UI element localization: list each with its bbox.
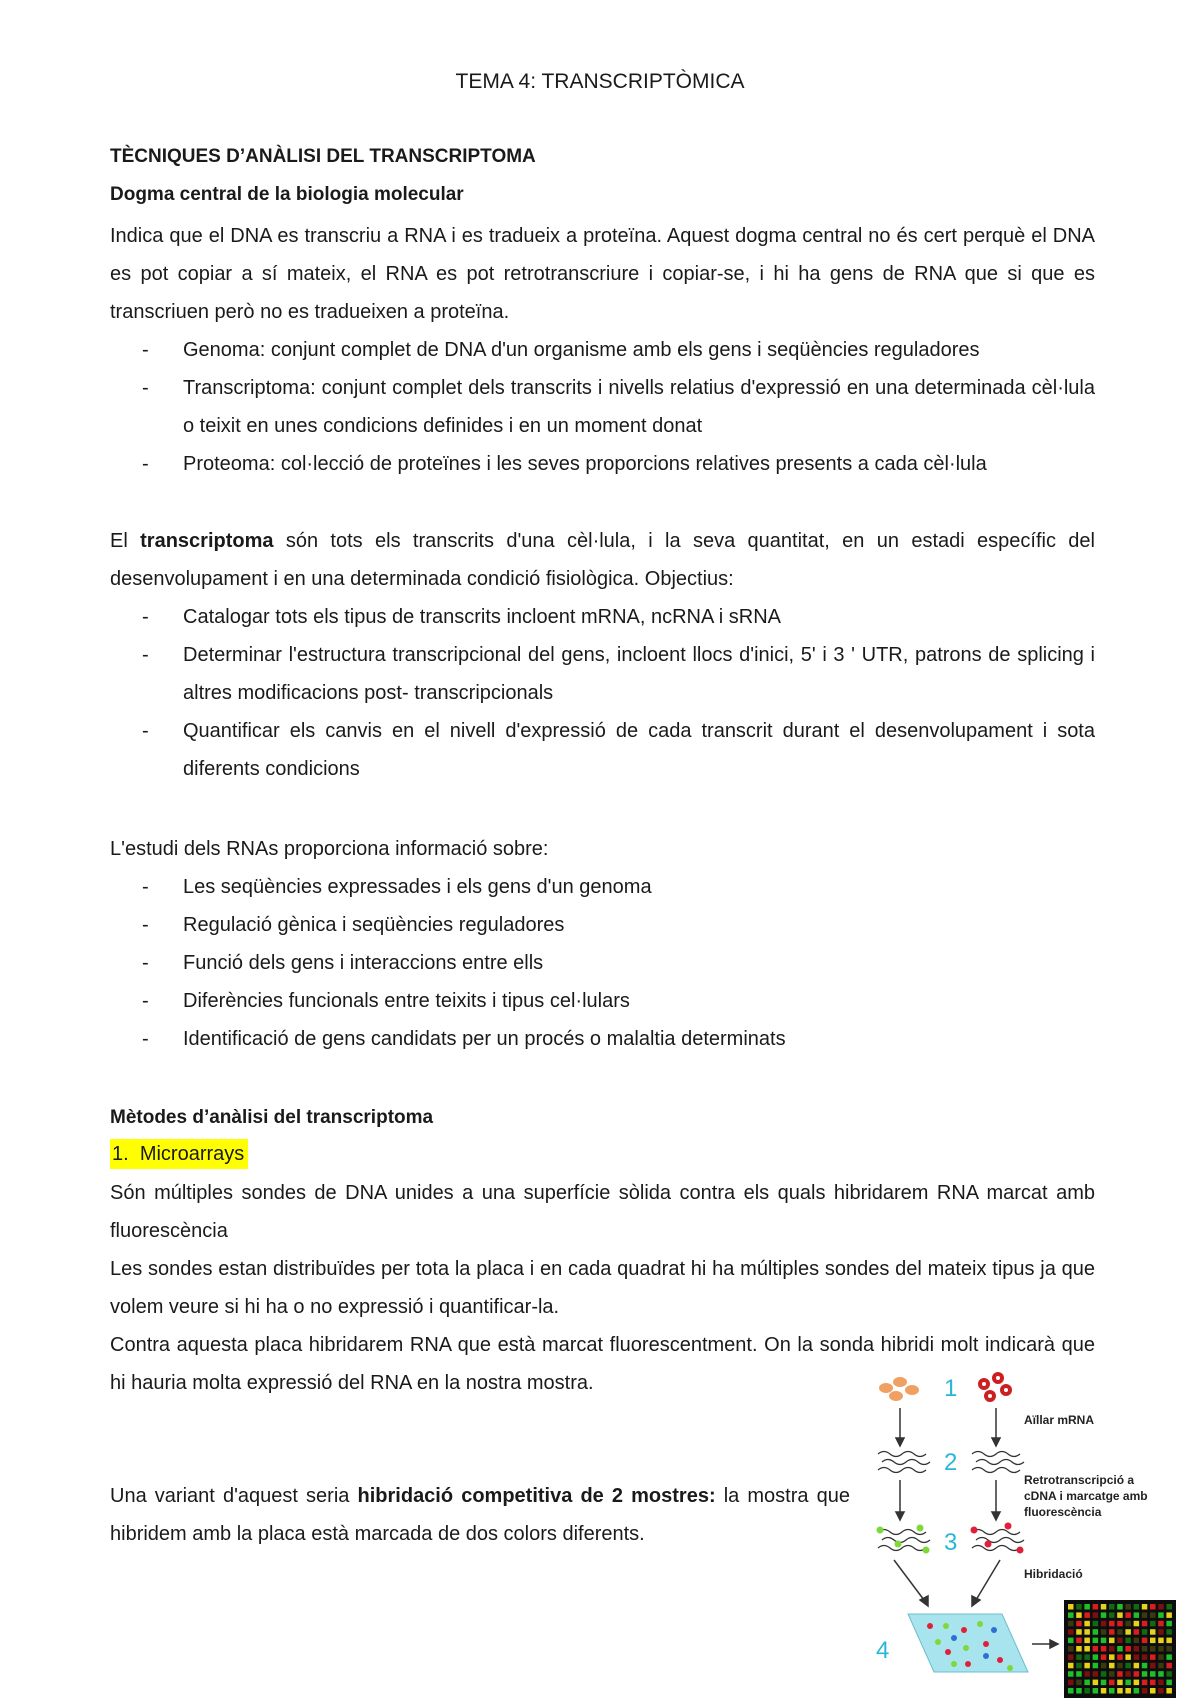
scan-spot [1166,1604,1172,1610]
scan-spot [1125,1688,1131,1694]
section-heading: TÈCNIQUES D’ANÀLISI DEL TRANSCRIPTOMA [110,146,536,167]
scan-spot [1158,1629,1164,1635]
scan-spot [1166,1621,1172,1627]
isolate-label: Aïllar mRNA [1024,1413,1095,1427]
scan-spot [1068,1638,1074,1644]
scan-spot [1068,1688,1074,1694]
list-item: - Identificació de gens candidats per un procés o malaltia determinats [110,1020,1095,1058]
scan-spot [1142,1638,1148,1644]
arrow-icon [896,1480,1000,1520]
scan-spot [1076,1680,1082,1686]
scan-spot [1150,1680,1156,1686]
list-dash: - [142,339,149,361]
rnas-intro: L'estudi dels RNAs proporciona informació sobre: [110,838,549,860]
scan-spot [1076,1688,1082,1694]
list-dash: - [142,952,149,974]
list-item: - Catalogar tots els tipus de transcrits incloent mRNA, ncRNA i sRNA [110,598,1095,636]
scan-spot [1093,1638,1099,1644]
scan-spot [1150,1671,1156,1677]
scan-spot [1076,1638,1082,1644]
scan-spot [1150,1612,1156,1618]
scan-spot [1093,1654,1099,1660]
scan-spot [1117,1612,1123,1618]
scan-spot [1158,1638,1164,1644]
scan-spot [1109,1638,1115,1644]
scan-spot [1109,1663,1115,1669]
scan-spot [1142,1671,1148,1677]
arrow-icon [1032,1640,1058,1648]
rt-label-line1: Retrotranscripció a [1024,1473,1135,1487]
scan-spot [1068,1654,1074,1660]
scan-spot [1084,1638,1090,1644]
list-item: - Proteoma: col·lecció de proteïnes i les seves proporcions relatives presents a cada cèl·lula [110,445,1095,483]
scan-spot [1076,1646,1082,1652]
scan-spot [1134,1663,1140,1669]
scan-spot [1150,1604,1156,1610]
scan-spot [1109,1646,1115,1652]
step-number: 2 [944,1449,958,1476]
cell-sample-a-icon [879,1377,919,1401]
list-item: - Funció dels gens i interaccions entre ells [110,944,1095,982]
scan-spot [1068,1680,1074,1686]
scan-spot [1076,1663,1082,1669]
scan-spot [1109,1604,1115,1610]
methods-heading: Mètodes d’anàlisi del transcriptoma [110,1107,434,1128]
scan-spot [1109,1629,1115,1635]
scan-spot [1158,1671,1164,1677]
scan-spot [1117,1654,1123,1660]
dogma-paragraph: Indica que el DNA es transcriu a RNA i es tradueix a proteïna. Aquest dogma central no és cert perquè el DNA es pot copiar a sí mateix, el RNA es pot retrotranscriure i copiar-se, i hi ha gens de RNA que si que es transcriuen però no es tradueixen a proteïna. [110,225,1095,323]
scan-spot [1125,1629,1131,1635]
scan-spot [1134,1654,1140,1660]
scan-spot [1125,1663,1131,1669]
scan-spot [1076,1629,1082,1635]
list-item: - Regulació gènica i seqüències reguladores [110,906,1095,944]
list-dash: - [142,720,149,742]
list-item: - Quantificar els canvis en el nivell d'expressió de cada transcrit durant el desenvolupament i sota diferents condicions [110,712,1095,788]
scan-spot [1150,1688,1156,1694]
scan-spot [1158,1680,1164,1686]
scan-spot [1158,1688,1164,1694]
scan-spot [1109,1654,1115,1660]
list-dash: - [142,453,149,475]
scan-spot [1084,1612,1090,1618]
list-dash: - [142,1028,149,1050]
scan-spot [1101,1671,1107,1677]
microarray-diagram [868,1368,1178,1698]
scan-spot [1158,1654,1164,1660]
scan-spot [1101,1680,1107,1686]
list-item: - Determinar l'estructura transcripcional del gens, incloent llocs d'inici, 5' i 3 ' UTR, patrons de splicing i altres modificacions post- transcripcionals [110,636,1095,712]
scan-spot [1150,1629,1156,1635]
step-number: 1 [944,1375,958,1402]
scan-spot [1076,1612,1082,1618]
scan-spot [1142,1654,1148,1660]
scan-spot [1068,1621,1074,1627]
scan-spot [1093,1646,1099,1652]
bold-term: hibridació competitiva de 2 mostres: [357,1485,716,1507]
list-dash: - [142,990,149,1012]
scan-spot [1142,1688,1148,1694]
scan-spot [1093,1688,1099,1694]
highlighted-item: 1. Microarrays [110,1139,248,1169]
scan-spot [1109,1621,1115,1627]
arrow-icon [894,1560,1000,1606]
list-dash: - [142,377,149,399]
scan-spot [1117,1688,1123,1694]
list-dash: - [142,876,149,898]
scan-spot [1101,1604,1107,1610]
scan-spot [1101,1654,1107,1660]
scan-spot [1150,1663,1156,1669]
scan-spot [1076,1604,1082,1610]
list-item: - Transcriptoma: conjunt complet dels transcrits i nivells relatius d'expressió en una determinada cèl·lula o teixit en unes condicions definides i en un moment donat [110,369,1095,445]
scan-spot [1101,1621,1107,1627]
list-item: - Diferències funcionals entre teixits i tipus cel·lulars [110,982,1095,1020]
rt-label-line2: cDNA i marcatge amb [1024,1489,1148,1503]
microarray-paragraph-1: Són múltiples sondes de DNA unides a una superfície sòlida contra els quals hibridarem RNA marcat amb fluorescència [110,1182,1095,1242]
dogma-list [110,331,1095,483]
scan-spot [1117,1680,1123,1686]
scan-spot [1117,1629,1123,1635]
scan-spot [1084,1629,1090,1635]
scan-spot [1166,1646,1172,1652]
hybridization-label: Hibridació [1024,1567,1083,1581]
scan-spot [1158,1612,1164,1618]
scan-spot [1117,1604,1123,1610]
scan-spot [1109,1671,1115,1677]
list-item: - Genoma: conjunt complet de DNA d'un organisme amb els gens i seqüències reguladores [110,331,1095,369]
scan-spot [1109,1680,1115,1686]
scan-spot [1150,1654,1156,1660]
scan-spot [1142,1663,1148,1669]
scan-spot [1134,1621,1140,1627]
scan-spot [1166,1680,1172,1686]
scan-spot [1150,1621,1156,1627]
scan-spot [1101,1688,1107,1694]
scan-spot [1084,1621,1090,1627]
scan-spot [1150,1646,1156,1652]
scan-spot [1166,1663,1172,1669]
scan-spot [1084,1663,1090,1669]
microarray-paragraph-2: Les sondes estan distribuïdes per tota la placa i en cada quadrat hi ha múltiples sondes del mateix tipus ja que volem veure si hi ha o no expressió i quantificar-la. [110,1258,1095,1318]
scan-spot [1166,1612,1172,1618]
scan-spot [1093,1680,1099,1686]
scan-spot [1117,1663,1123,1669]
scan-spot [1093,1612,1099,1618]
rt-label-line3: fluorescència [1024,1505,1102,1519]
microarray-slide-icon [908,1614,1028,1672]
scan-spot [1166,1629,1172,1635]
scan-spot [1166,1638,1172,1644]
scan-spot [1125,1671,1131,1677]
scan-spot [1068,1604,1074,1610]
dogma-heading: Dogma central de la biologia molecular [110,184,464,205]
scan-spot [1076,1621,1082,1627]
page-title: TEMA 4: TRANSCRIPTÒMICA [455,70,745,93]
rnas-list [110,868,1095,1058]
scan-spot [1068,1646,1074,1652]
scan-spot [1166,1688,1172,1694]
scan-spot [1142,1621,1148,1627]
scan-spot [1101,1612,1107,1618]
scan-spot [1068,1671,1074,1677]
objectives-list [110,598,1095,788]
scan-spot [1101,1629,1107,1635]
scan-spot [1109,1612,1115,1618]
scan-spot [1142,1629,1148,1635]
step-number: 3 [944,1529,958,1556]
microarray-paragraph-4: Una variant d'aquest seria hibridació competitiva de 2 mostres: la mostra que hibridem amb la placa està marcada de dos colors diferents. [110,1485,850,1545]
scan-spot [1101,1663,1107,1669]
scan-spot [1093,1629,1099,1635]
scan-spot [1084,1604,1090,1610]
scan-spot [1134,1638,1140,1644]
bold-term: transcriptoma [140,530,274,552]
scan-spot [1084,1680,1090,1686]
scan-spot [1109,1688,1115,1694]
scan-spot [1084,1688,1090,1694]
scan-spot [1166,1654,1172,1660]
scan-spot [1117,1671,1123,1677]
scan-spot [1093,1671,1099,1677]
cell-sample-b-icon [978,1372,1012,1402]
scan-spot [1084,1646,1090,1652]
scan-spot [1125,1621,1131,1627]
scan-spot [1093,1604,1099,1610]
scan-spot [1134,1612,1140,1618]
scan-spot [1068,1663,1074,1669]
scan-spot [1150,1638,1156,1644]
scan-spot [1142,1646,1148,1652]
scan-spot [1134,1629,1140,1635]
scan-spot [1142,1612,1148,1618]
list-dash: - [142,644,149,666]
scan-spot [1158,1646,1164,1652]
scan-spot [1125,1604,1131,1610]
scan-spot [1117,1646,1123,1652]
transcriptoma-paragraph: El transcriptoma són tots els transcrits d'una cèl·lula, i la seva quantitat, en un estadi específic del desenvolupament i en una determinada condició fisiològica. Objectius: [110,530,1095,590]
scan-spot [1084,1654,1090,1660]
scan-spot [1134,1688,1140,1694]
step-number: 4 [876,1637,890,1664]
scan-spot [1158,1663,1164,1669]
scan-spot [1076,1654,1082,1660]
microarray-paragraph-3: Contra aquesta placa hibridarem RNA que està marcat fluorescentment. On la sonda hibridi molt indicarà que hi hauria molta expressió del RNA en la nostra mostra. [110,1334,1095,1394]
list-item: - Les seqüències expressades i els gens d'un genoma [110,868,1095,906]
arrow-icon [896,1408,1000,1446]
scan-spot [1125,1646,1131,1652]
scan-spot [1093,1621,1099,1627]
scan-spot [1076,1671,1082,1677]
scan-spot [1125,1638,1131,1644]
scan-spot [1134,1646,1140,1652]
scan-spot [1101,1646,1107,1652]
scan-spot [1084,1671,1090,1677]
scan-spot [1125,1654,1131,1660]
scan-spot [1134,1604,1140,1610]
scan-spot [1101,1638,1107,1644]
scan-spot [1142,1604,1148,1610]
scan-spot [1142,1680,1148,1686]
scan-spot [1134,1680,1140,1686]
scan-spot [1134,1671,1140,1677]
scan-spot [1093,1663,1099,1669]
scan-spot [1117,1621,1123,1627]
scan-spot [1068,1629,1074,1635]
list-dash: - [142,606,149,628]
scan-spot [1166,1671,1172,1677]
scan-spot [1158,1604,1164,1610]
scan-spot [1117,1638,1123,1644]
scan-spot [1158,1621,1164,1627]
list-dash: - [142,914,149,936]
microarray-scan-image [1064,1600,1176,1698]
scan-spot [1125,1680,1131,1686]
scan-spot [1125,1612,1131,1618]
scan-spot [1068,1612,1074,1618]
